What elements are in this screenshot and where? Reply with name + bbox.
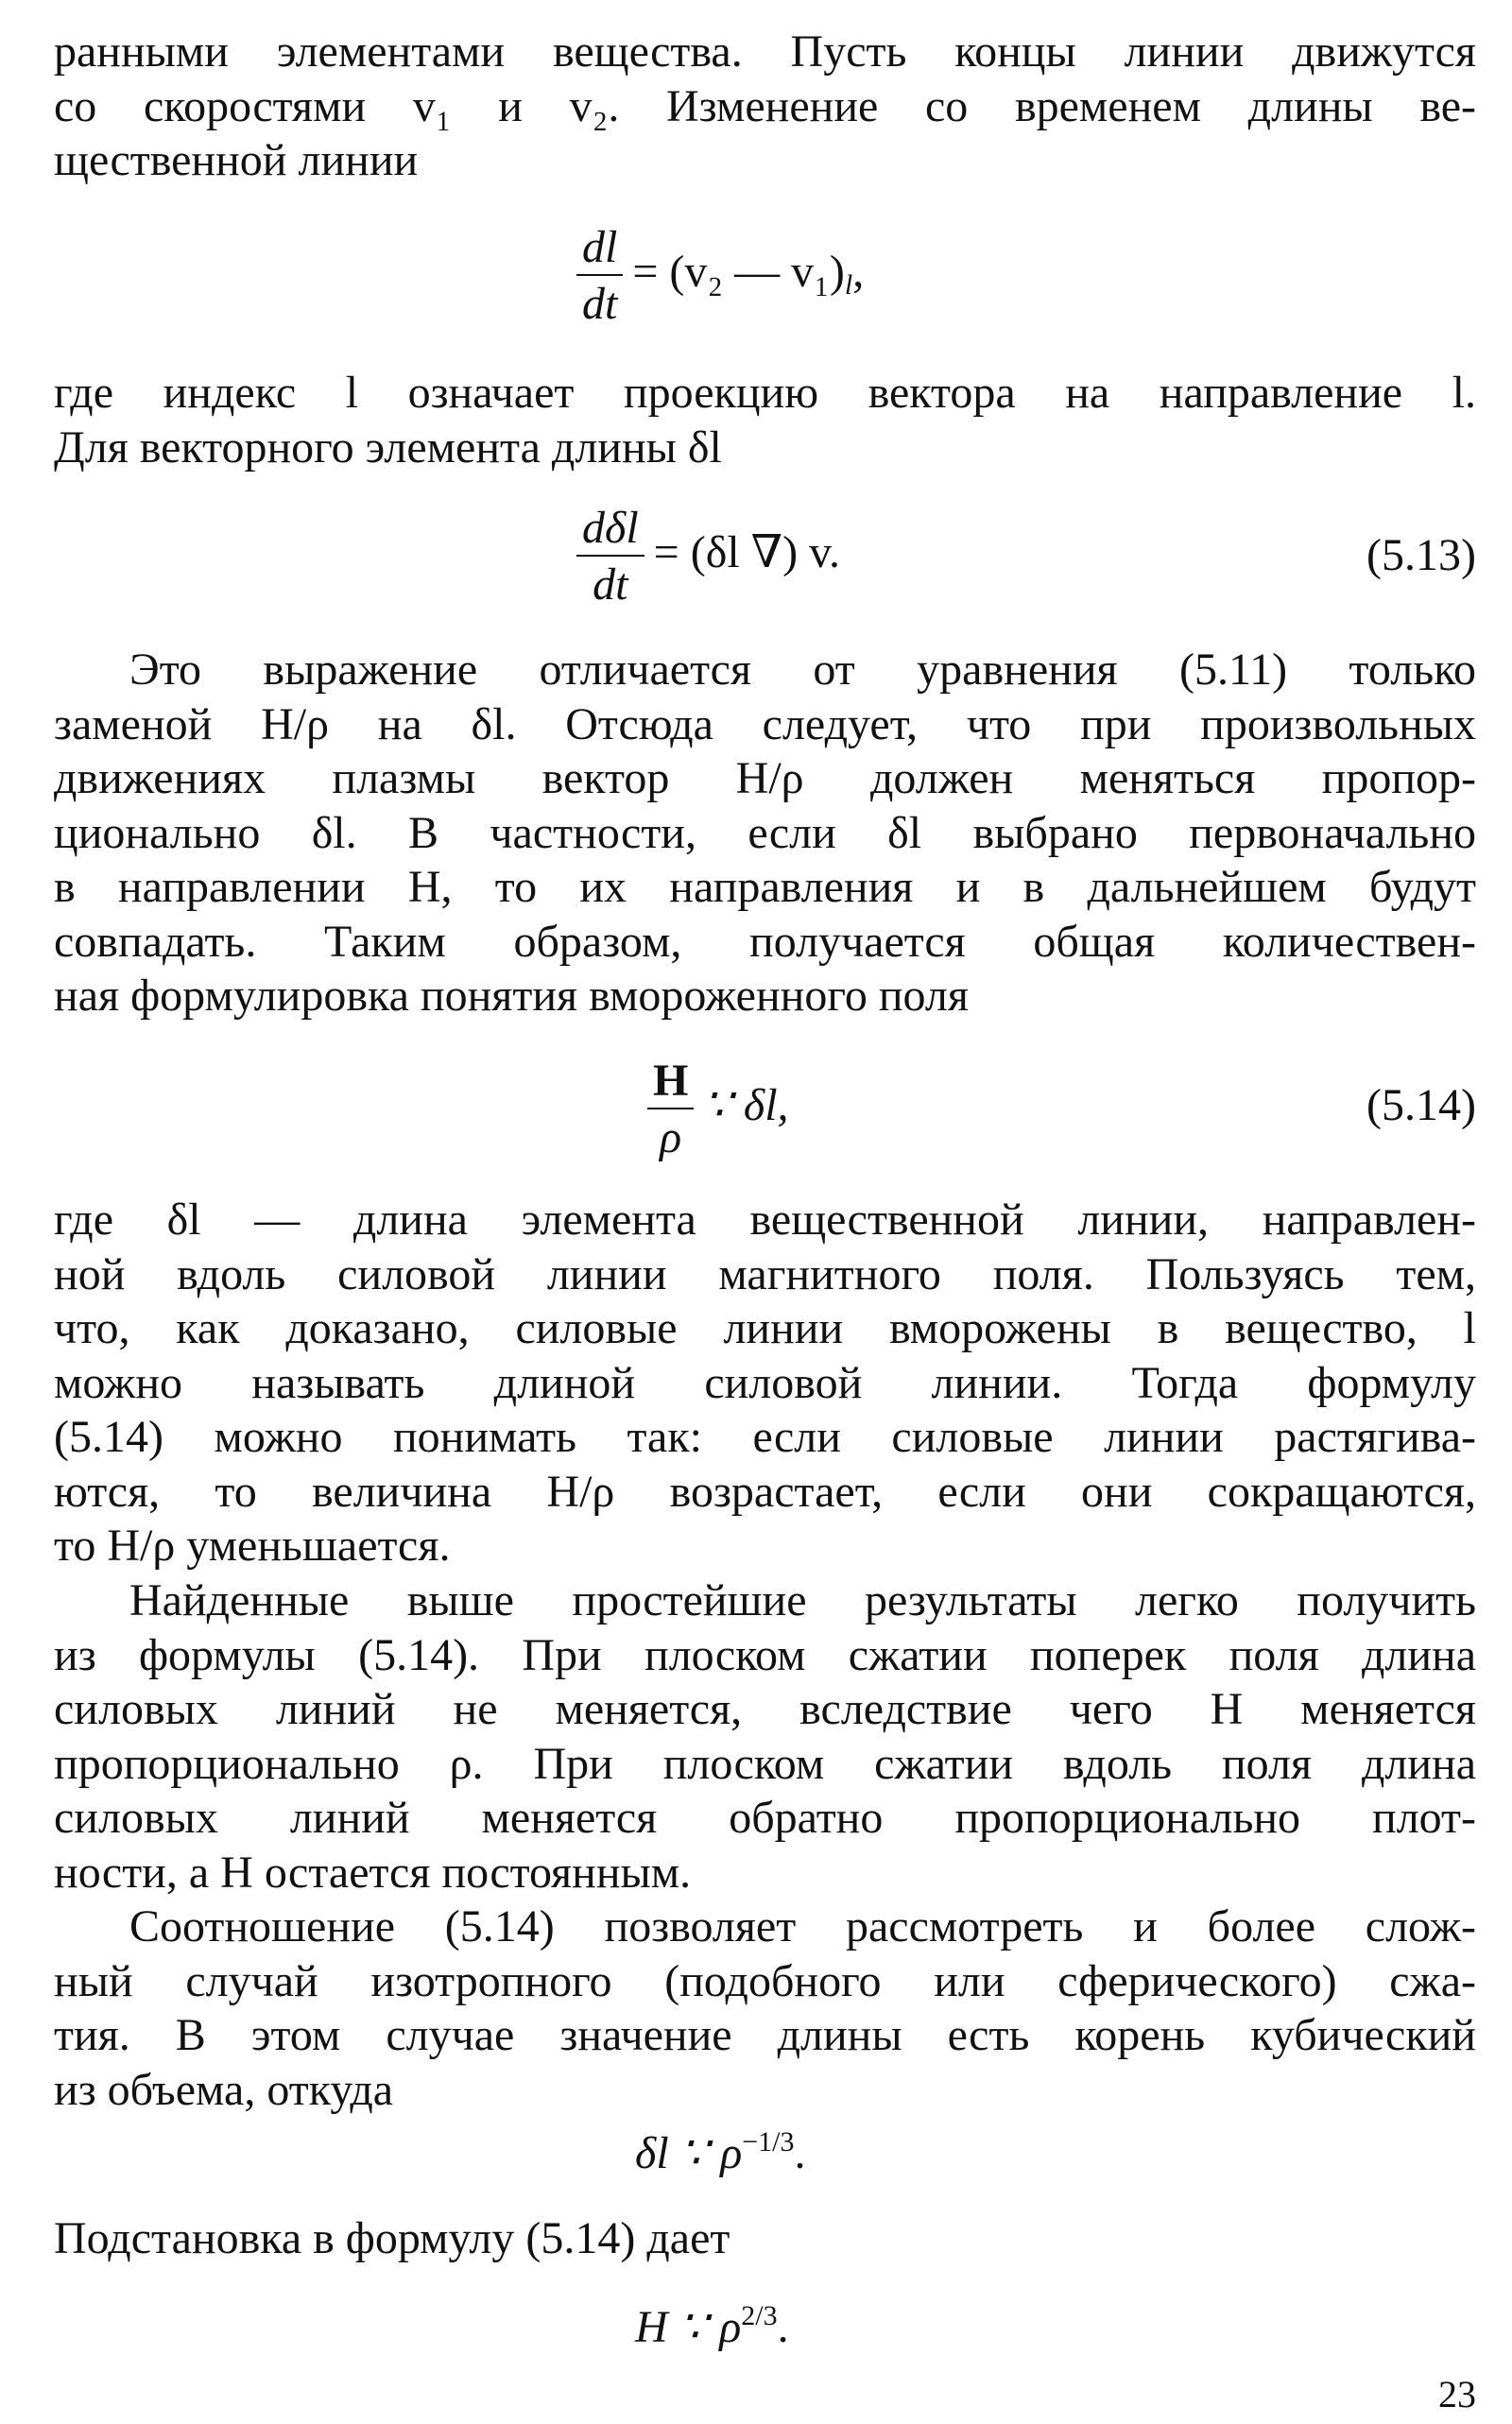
paragraph-3: [54, 643, 1476, 1023]
paragraph-4: [54, 1193, 1476, 1573]
text-line: где δl — длина элемента вещественной линии, направлен-: [54, 1195, 1476, 1245]
equation-number: (5.14): [1366, 1080, 1476, 1130]
text-line: Подстановка в формулу (5.14) дает: [54, 2213, 730, 2263]
text-line: ная формулировка понятия вмороженного поля: [54, 971, 969, 1021]
text-line: в направлении H, то их направления и в дальнейшем будут: [54, 862, 1476, 912]
page-number: 23: [1438, 2373, 1476, 2415]
text-line: ранными элементами вещества. Пусть концы линии движутся: [54, 26, 1476, 77]
paragraph-5: [54, 1573, 1476, 1900]
equation-dl-rho: δl ∵ $\rho^{-1/3}$.: [635, 2126, 806, 2178]
fraction: $\frac{\text{dδl}}{dt}$: [576, 506, 644, 608]
text-line: Найденные выше простейшие результаты легко получить: [129, 1575, 1476, 1625]
text-line: заменой H/ρ на δl. Отсюда следует, что при произвольных: [54, 698, 1476, 749]
text-line: из формулы (5.14). При плоском сжатии поперек поля длина: [54, 1629, 1476, 1680]
text-line: со скоростями v₁ и v₂. Изменение со временем длины ве-: [54, 80, 1476, 131]
text-line: ются, то величина H/ρ возрастает, если они сокращаются,: [54, 1466, 1476, 1517]
fraction: $\frac{dl}{dt}$: [576, 225, 623, 327]
text-line: Это выражение отличается от уравнения (5.11) только: [129, 645, 1476, 695]
equation-H-rho: H ∵ $\rho^{2/3}$.: [635, 2300, 789, 2352]
text-line: ности, а H остается постоянным.: [54, 1847, 692, 1898]
fraction: $\frac{H}{\rho}$: [647, 1058, 694, 1160]
text-line: то H/ρ уменьшается.: [54, 1521, 451, 1571]
text-line: силовых линий не меняется, вследствие чего H меняется: [54, 1684, 1476, 1734]
paragraph-1: [54, 25, 1476, 188]
equation-5-13: $\frac{\text{dδl}}{dt}$ = (δl ∇) v.: [576, 506, 840, 608]
text-line: Соотношение (5.14) позволяет рассмотреть и более слож-: [129, 1901, 1476, 1951]
text-line: Для векторного элемента длины δl: [54, 421, 722, 473]
text-line: можно называть длиной силовой линии. Тогда формулу: [54, 1357, 1476, 1408]
text-line: (5.14) можно понимать так: если силовые линии растягива-: [54, 1412, 1476, 1462]
text-line: где индекс l означает проекцию вектора на направление l.: [54, 368, 1476, 418]
text-line: ционально δl. В частности, если δl выбрано первоначально: [54, 807, 1476, 858]
text-line: из объема, откуда: [54, 2064, 394, 2115]
text-line: ный случай изотропного (подобного или сферического) сжа-: [54, 1955, 1476, 2006]
equation-number: (5.13): [1366, 530, 1476, 580]
text-line: что, как доказано, силовые линии вморожены в вещество, l: [54, 1303, 1476, 1353]
paragraph-6: [54, 1900, 1476, 2117]
equation-dl-dt: $\frac{dl}{dt}$ = (v₂ — $v_1)_l$,: [576, 225, 864, 327]
text-line: ной вдоль силовой линии магнитного поля. Пользуясь тем,: [54, 1248, 1476, 1299]
paragraph-7: [54, 2211, 1476, 2266]
text-line: движениях плазмы вектор H/ρ должен меняться пропор-: [54, 753, 1476, 803]
text-line: тия. В этом случае значение длины есть корень кубический: [54, 2010, 1476, 2060]
text-line: силовых линий меняется обратно пропорционально плот-: [54, 1793, 1476, 1843]
paragraph-2: [54, 366, 1476, 474]
text-line: пропорционально ρ. При плоском сжатии вдоль поля длина: [54, 1738, 1476, 1789]
text-line: щественной линии: [54, 135, 419, 185]
text-line: совпадать. Таким образом, получается общая количествен-: [54, 916, 1476, 967]
equation-5-14: $\frac{H}{\rho}$ ∵ δl,: [647, 1058, 789, 1160]
